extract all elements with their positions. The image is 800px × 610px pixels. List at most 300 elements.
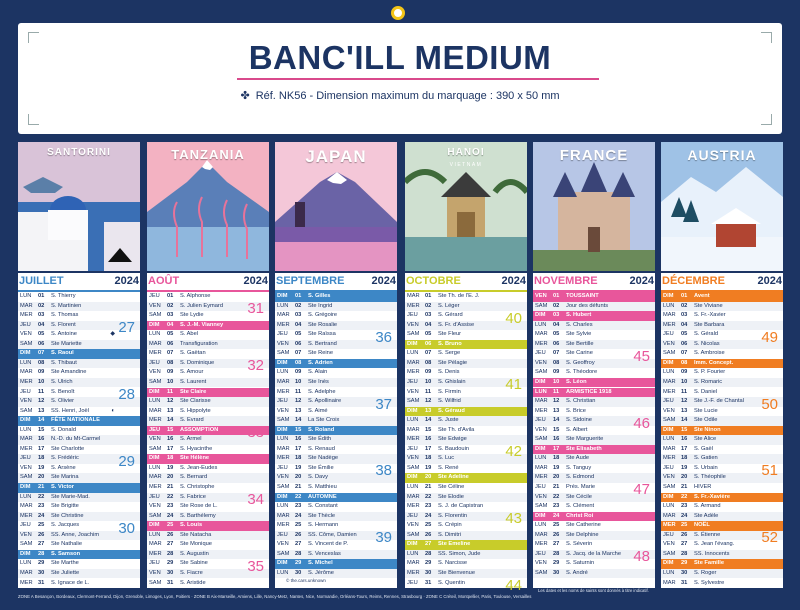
- weekday: MAR: [663, 579, 676, 586]
- weekday: SAM: [663, 550, 676, 557]
- weekday: MER: [149, 350, 162, 357]
- weekday: LUN: [277, 569, 289, 576]
- day-number: 04: [167, 321, 174, 328]
- saint-name: Ste Émilie: [308, 464, 334, 471]
- weekday: VEN: [277, 407, 289, 414]
- day-row: [147, 321, 269, 331]
- day-row: [405, 531, 527, 541]
- weekday: MER: [663, 388, 676, 395]
- day-number: 16: [425, 436, 432, 443]
- day-number: 23: [38, 503, 45, 510]
- day-row: [275, 368, 397, 378]
- saint-name: S. Hippolyte: [180, 407, 211, 414]
- day-row: [661, 302, 783, 312]
- weekday: LUN: [663, 436, 675, 443]
- day-number: 26: [295, 531, 302, 538]
- saint-name: S. Gilles: [308, 293, 331, 299]
- saint-name: Ste Edwige: [438, 436, 467, 443]
- day-row: [405, 407, 527, 417]
- day-number: 03: [681, 312, 688, 319]
- day-number: 04: [681, 321, 688, 328]
- saint-name: Ste Céline: [438, 484, 465, 490]
- weekday: VEN: [149, 569, 161, 576]
- saint-name: AUTOMNE: [308, 493, 337, 500]
- day-row: [18, 407, 140, 417]
- reference-text: Réf. NK56 - Dimension maximum du marquage : 390 x 50 mm: [255, 90, 560, 102]
- saint-name: S. Christophe: [180, 484, 215, 490]
- weekday: MAR: [407, 359, 420, 366]
- day-row: [661, 579, 783, 589]
- day-number: 13: [425, 407, 432, 414]
- saint-name: S. Gatien: [694, 455, 718, 462]
- poster-title: TANZANIA: [171, 147, 245, 162]
- weekday: LUN: [407, 350, 419, 357]
- weekday: LUN: [663, 369, 675, 376]
- saint-name: S. Hermann: [308, 522, 339, 529]
- weekday: JEU: [277, 398, 288, 405]
- month-name: JUILLET: [19, 275, 64, 287]
- weekday: DIM: [663, 359, 674, 366]
- saint-name: Ste Rose de L.: [180, 503, 218, 510]
- day-number: 09: [425, 369, 432, 376]
- day-number: 09: [295, 369, 302, 376]
- day-number: 24: [167, 512, 174, 519]
- day-number: 10: [425, 378, 432, 385]
- day-number: 23: [425, 503, 432, 510]
- saint-name: S. Ghislain: [438, 378, 466, 385]
- day-number: 07: [295, 350, 302, 357]
- weekday: JEU: [535, 417, 546, 424]
- day-number: 19: [681, 464, 688, 471]
- saint-name: Ste Barbara: [694, 321, 725, 328]
- saint-name: Ste Famille: [694, 560, 725, 567]
- day-number: 29: [295, 560, 302, 567]
- day-number: 06: [681, 340, 688, 347]
- day-number: 27: [553, 541, 560, 548]
- header-panel: [18, 23, 782, 134]
- day-number: 24: [681, 512, 688, 519]
- weekday: SAM: [535, 503, 548, 510]
- saint-name: S. Antoine: [51, 331, 77, 338]
- saint-name: S. Charles: [566, 321, 593, 328]
- day-number: 11: [681, 388, 688, 395]
- page-title: BANC'ILL MEDIUM: [248, 39, 552, 76]
- day-number: 27: [295, 541, 302, 548]
- moon-phase-icon: ◐: [111, 407, 115, 414]
- saint-name: S. Michel: [308, 560, 333, 567]
- weekday: SAM: [149, 378, 162, 385]
- saint-name: S. Abel: [180, 331, 199, 338]
- day-number: 02: [295, 302, 302, 309]
- day-number: 16: [38, 436, 45, 443]
- weekday: VEN: [535, 293, 547, 299]
- weekday: MAR: [20, 503, 33, 510]
- saint-name: S. Léon: [566, 378, 587, 385]
- day-number: 02: [553, 302, 560, 309]
- day-row: [661, 426, 783, 436]
- day-number: 30: [425, 569, 432, 576]
- day-row: [147, 340, 269, 350]
- saint-name: Ste Adeline: [438, 474, 469, 481]
- saint-name: S. Firmin: [438, 388, 461, 395]
- day-number: 21: [295, 484, 302, 490]
- saint-name: S. Alphonse: [180, 293, 211, 299]
- poster-octobre: [405, 142, 527, 271]
- day-list: [661, 292, 783, 588]
- weekday: VEN: [20, 531, 32, 538]
- day-row: [275, 416, 397, 426]
- day-number: 02: [38, 302, 45, 309]
- saint-name: Ste Reine: [308, 350, 333, 357]
- saint-name: S. Fr.-Xavière: [694, 493, 731, 500]
- weekday: DIM: [663, 426, 674, 433]
- disclaimer: Les dates et les noms de saints sont donnés à titre indicatif.: [538, 588, 649, 593]
- weekday: LUN: [535, 321, 547, 328]
- saint-name: S. Daniel: [694, 388, 718, 395]
- weekday: LUN: [149, 464, 161, 471]
- saint-name: Ste Th. d'Avila: [438, 426, 475, 433]
- saint-name: Ste Elisabeth: [566, 445, 602, 452]
- saint-name: Transfiguration: [180, 340, 218, 347]
- day-row: [533, 302, 655, 312]
- weekday: MER: [149, 550, 162, 557]
- day-number: 04: [38, 321, 45, 328]
- day-number: 03: [38, 312, 45, 319]
- day-number: 18: [38, 455, 45, 462]
- saint-name: Ste Mariette: [51, 340, 82, 347]
- day-row: [533, 311, 655, 321]
- day-row: [147, 512, 269, 522]
- saint-name: S. Jérôme: [308, 569, 334, 576]
- weekday: LUN: [535, 455, 547, 462]
- saint-name: Ste Marina: [51, 474, 79, 481]
- weekday: VEN: [20, 398, 32, 405]
- week-number: 38: [375, 462, 392, 480]
- day-number: 14: [553, 417, 560, 424]
- weekday: JEU: [407, 445, 418, 452]
- saint-name: S. Fr. d'Assise: [438, 321, 475, 328]
- corner-mark: [761, 114, 772, 125]
- weekday: MER: [277, 388, 290, 395]
- weekday: DIM: [20, 484, 31, 490]
- weekday: LUN: [277, 503, 289, 510]
- day-number: 03: [425, 312, 432, 319]
- weekday: JEU: [407, 378, 418, 385]
- day-number: 14: [38, 417, 45, 424]
- day-row: [18, 559, 140, 569]
- day-number: 26: [681, 531, 688, 538]
- saint-name: S. Roland: [308, 426, 335, 433]
- day-number: 25: [167, 522, 174, 529]
- month-year: 2024: [114, 275, 139, 287]
- weekday: VEN: [277, 474, 289, 481]
- day-number: 16: [681, 436, 688, 443]
- weekday: VEN: [149, 302, 161, 309]
- saint-name: N.-D. du Mt-Carmel: [51, 436, 101, 443]
- day-number: 16: [553, 436, 560, 443]
- saint-name: S. Crépin: [438, 522, 462, 529]
- day-number: 29: [553, 560, 560, 567]
- weekday: LUN: [20, 359, 32, 366]
- day-number: 09: [38, 369, 45, 376]
- saint-name: S. Gaël: [694, 445, 713, 452]
- corner-mark: [28, 114, 39, 125]
- day-number: 22: [167, 493, 174, 500]
- poster-title: SANTORINI: [47, 147, 111, 158]
- month-name: AOÛT: [148, 275, 180, 287]
- day-number: 20: [553, 474, 560, 481]
- month-name: OCTOBRE: [406, 275, 461, 287]
- day-number: 22: [425, 493, 432, 500]
- day-number: 08: [681, 359, 688, 366]
- day-number: 24: [553, 512, 560, 519]
- day-row: [18, 340, 140, 350]
- week-number: 28: [118, 385, 135, 403]
- saint-name: S. Étienne: [694, 531, 721, 538]
- day-row: [18, 349, 140, 359]
- day-row: [275, 493, 397, 503]
- day-number: 04: [553, 321, 560, 328]
- weekday: JEU: [407, 512, 418, 519]
- saint-name: Ste Inès: [308, 378, 329, 385]
- saint-name: Ste Thècle: [308, 512, 336, 519]
- day-number: 10: [38, 378, 45, 385]
- weekday: MER: [20, 378, 33, 385]
- weekday: VEN: [149, 436, 161, 443]
- saint-name: Ste Amandine: [51, 369, 87, 376]
- saint-name: S. Armand: [694, 503, 721, 510]
- saint-name: S. Martinien: [51, 302, 82, 309]
- day-row: [533, 321, 655, 331]
- weekday: DIM: [149, 321, 160, 328]
- day-number: 26: [553, 531, 560, 538]
- day-number: 29: [681, 560, 688, 567]
- weekday: DIM: [277, 293, 288, 299]
- day-row: [147, 464, 269, 474]
- day-number: 06: [425, 340, 432, 347]
- month-septembre: [275, 142, 397, 588]
- saint-name: S. J.-M. Vianney: [180, 321, 224, 328]
- saint-name: SS. Côme, Damien: [308, 531, 357, 538]
- saint-name: S. Bertrand: [308, 340, 337, 347]
- weekday: MER: [663, 455, 676, 462]
- saint-name: S. Geoffroy: [566, 359, 595, 366]
- saint-name: Ste Delphine: [566, 531, 599, 538]
- weekday: JEU: [149, 426, 161, 433]
- day-row: [533, 435, 655, 445]
- day-row: [661, 349, 783, 359]
- day-row: [661, 559, 783, 569]
- day-number: 17: [295, 445, 302, 452]
- day-number: 15: [167, 426, 174, 433]
- saint-name: S. Evrard: [180, 417, 204, 424]
- poster-subtitle: VIETNAM: [449, 162, 483, 168]
- saint-name: Ste Monique: [180, 541, 212, 548]
- weekday: DIM: [535, 378, 546, 385]
- day-number: 04: [295, 321, 302, 328]
- day-number: 12: [681, 398, 688, 405]
- day-number: 20: [425, 474, 432, 481]
- day-number: 07: [38, 350, 45, 357]
- day-number: 08: [295, 359, 302, 366]
- day-number: 01: [167, 293, 174, 299]
- day-row: [405, 483, 527, 493]
- day-number: 05: [295, 331, 302, 338]
- weekday: DIM: [277, 560, 288, 567]
- saint-name: Ste Pélagie: [438, 359, 468, 366]
- school-zones-legend: ZONE A Besançon, Bordeaux, Clermont-Ferrand, Dijon, Grenoble, Limoges, Lyon, Poitiers · ZONE B Aix-Marseille, Amiens, Lille, Nancy-Metz, Nantes, Nice, Normandie, Orléans-Tours, Reims, Rennes, Strasbourg · ZONE C Créteil, Montpellier, Paris, Toulouse, Versailles: [18, 594, 532, 599]
- saint-name: S. Narcisse: [438, 560, 468, 567]
- day-number: 11: [553, 388, 560, 395]
- saint-name: S. Aimé: [308, 407, 328, 414]
- day-row: [533, 531, 655, 541]
- saint-name: S. Jean-Eudes: [180, 464, 218, 471]
- day-number: 22: [38, 493, 45, 500]
- day-number: 14: [425, 417, 432, 424]
- saint-name: S. Jean l'évang.: [694, 541, 735, 548]
- day-row: [275, 435, 397, 445]
- weekday: LUN: [149, 531, 161, 538]
- reference-line: [18, 89, 782, 102]
- weekday: JEU: [535, 550, 546, 557]
- week-number: 29: [118, 452, 135, 470]
- saint-name: S. Sylvestre: [694, 579, 725, 586]
- saint-name: S. Constant: [308, 503, 338, 510]
- weekday: MER: [663, 321, 676, 328]
- day-number: 18: [681, 455, 688, 462]
- day-number: 27: [38, 541, 45, 548]
- day-number: 25: [38, 522, 45, 529]
- saint-name: S. Augustin: [180, 550, 209, 557]
- saint-name: S. Grégoire: [308, 312, 338, 319]
- day-row: [275, 311, 397, 321]
- saint-name: S. Armel: [180, 436, 202, 443]
- weekday: DIM: [535, 312, 546, 319]
- saint-name: S. Samson: [51, 550, 81, 557]
- weekday: SAM: [535, 436, 548, 443]
- weekday: DIM: [20, 550, 31, 557]
- day-number: 01: [295, 293, 302, 299]
- weekday: SAM: [277, 484, 290, 490]
- week-number: 40: [505, 309, 522, 327]
- saint-name: S. Jacques: [51, 522, 80, 529]
- week-number: 35: [247, 557, 264, 575]
- day-number: 06: [553, 340, 560, 347]
- day-number: 29: [38, 560, 45, 567]
- day-row: [18, 579, 140, 589]
- day-number: 22: [681, 493, 688, 500]
- footer: [0, 591, 800, 610]
- saint-name: Ste Bienvenue: [438, 569, 475, 576]
- saint-name: Ste Bertille: [566, 340, 594, 347]
- saint-name: S. Thibaut: [51, 359, 77, 366]
- weekday: JEU: [149, 359, 160, 366]
- weekday: JEU: [149, 293, 160, 299]
- day-number: 15: [295, 426, 302, 433]
- saint-name: S. René: [438, 464, 459, 471]
- saint-name: Ste Sabine: [180, 560, 208, 567]
- day-number: 10: [553, 378, 560, 385]
- saint-name: S. Matthieu: [308, 484, 337, 490]
- day-row: [661, 569, 783, 579]
- day-number: 11: [167, 388, 174, 395]
- weekday: JEU: [20, 321, 31, 328]
- day-row: [661, 550, 783, 560]
- saint-name: S. Louis: [180, 522, 203, 529]
- day-number: 14: [681, 417, 688, 424]
- day-number: 28: [38, 550, 45, 557]
- day-number: 10: [295, 378, 302, 385]
- day-number: 06: [38, 340, 45, 347]
- day-row: [18, 416, 140, 426]
- day-number: 13: [38, 407, 45, 414]
- weekday: LUN: [407, 550, 419, 557]
- weekday: SAM: [20, 541, 33, 548]
- day-number: 12: [295, 398, 302, 405]
- day-number: 12: [38, 398, 45, 405]
- weekday: SAM: [20, 407, 33, 414]
- day-number: 17: [38, 445, 45, 452]
- saint-name: S. Victor: [51, 484, 74, 490]
- weekday: SAM: [20, 474, 33, 481]
- weekday: JEU: [277, 464, 288, 471]
- saint-name: Ste Christine: [51, 512, 84, 519]
- day-row: [405, 464, 527, 474]
- day-row: [661, 483, 783, 493]
- week-number: 39: [375, 529, 392, 547]
- weekday: MAR: [277, 445, 290, 452]
- day-row: [147, 407, 269, 417]
- weekday: MAR: [20, 436, 33, 443]
- day-number: 06: [295, 340, 302, 347]
- day-number: 13: [681, 407, 688, 414]
- day-row: [147, 397, 269, 407]
- day-row: [147, 378, 269, 388]
- weekday: VEN: [663, 407, 675, 414]
- day-row: [405, 397, 527, 407]
- day-number: 04: [425, 321, 432, 328]
- day-row: [661, 359, 783, 369]
- saint-name: S. Tanguy: [566, 464, 592, 471]
- day-number: 01: [38, 293, 45, 299]
- poster-title: JAPAN: [305, 147, 367, 166]
- day-row: [18, 426, 140, 436]
- saint-name: S. Amour: [180, 369, 204, 376]
- day-row: [18, 493, 140, 503]
- day-number: 11: [425, 388, 432, 395]
- weekday: VEN: [663, 541, 675, 548]
- day-number: 25: [681, 522, 688, 529]
- saint-name: S. Théodore: [566, 369, 598, 376]
- week-number: 47: [633, 481, 650, 499]
- day-number: 19: [553, 464, 560, 471]
- day-number: 28: [295, 550, 302, 557]
- weekday: LUN: [277, 369, 289, 376]
- saint-name: Ste Th. de l'E. J.: [438, 293, 480, 299]
- poster-illustration: [18, 142, 140, 271]
- day-row: [147, 531, 269, 541]
- day-row: [275, 349, 397, 359]
- weekday: JEU: [149, 493, 160, 500]
- saint-name: S. Urbain: [694, 464, 718, 471]
- week-number: 41: [505, 376, 522, 394]
- poster-aout: [147, 142, 269, 271]
- weekday: MER: [407, 369, 420, 376]
- day-number: 25: [425, 522, 432, 529]
- month-header: [147, 273, 269, 292]
- saint-name: NOËL: [694, 522, 710, 529]
- saint-name: S. Donald: [51, 426, 76, 433]
